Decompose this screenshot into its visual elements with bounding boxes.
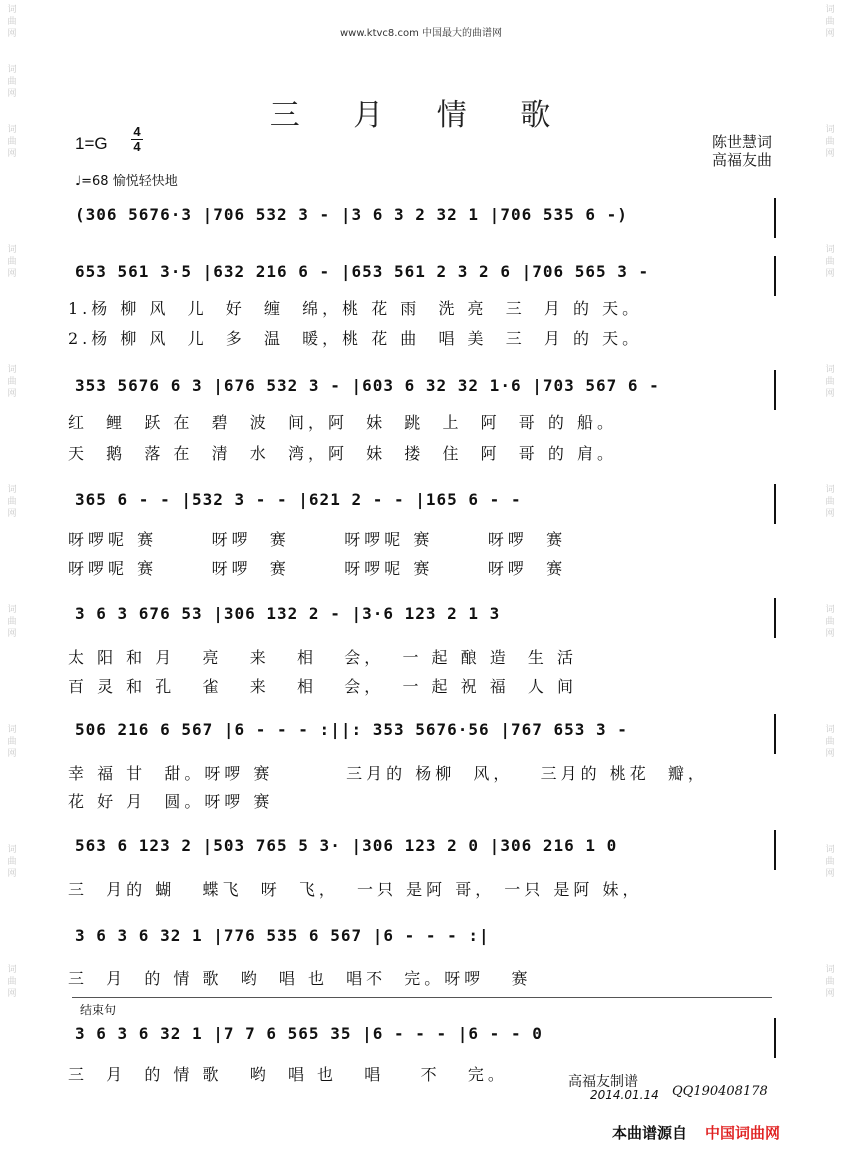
watermark-right: 词 曲 网	[825, 725, 835, 759]
watermark-left: 词 曲 网	[7, 245, 17, 279]
watermark-left: 词 曲 网	[7, 845, 17, 879]
lyric-line: 天 鹅 落 在 清 水 湾，阿 妹 搂 住 阿 哥 的 肩。	[68, 444, 617, 463]
meter-bottom: 4	[133, 139, 141, 154]
music-line: 653 561 3·5 |632 216 6 - |653 561 2 3 2 6 |706 565 3 -	[75, 262, 650, 281]
watermark-right: 词 曲 网	[825, 125, 835, 159]
ending-label: 结束句	[80, 1003, 117, 1017]
music-line: 563 6 123 2 |503 765 5 3· |306 123 2 0 |306 216 1 0	[75, 836, 618, 855]
lyric-line: 太 阳 和 月 亮 来 相 会， 一 起 酿 造 生 活	[68, 648, 577, 667]
end-barline	[774, 484, 776, 524]
watermark-left: 词 曲 网	[7, 605, 17, 639]
lyric-line: 呀啰呢 赛 呀啰 赛 呀啰呢 赛 呀啰 赛	[68, 530, 567, 549]
contact-qq: QQ190408178	[672, 1084, 768, 1099]
watermark-right: 词 曲 网	[825, 965, 835, 999]
music-line: (306 5676·3 |706 532 3 - |3 6 3 2 32 1 |706 535 6 -)	[75, 205, 628, 224]
lyric-line: 三 月的 蝴 蝶飞 呀 飞， 一只 是阿 哥， 一只 是阿 妹，	[68, 880, 643, 899]
watermark-right: 词 曲 网	[825, 245, 835, 279]
lyric-line: 红 鲤 跃 在 碧 波 间，阿 妹 跳 上 阿 哥 的 船。	[68, 413, 617, 432]
music-line: 3 6 3 676 53 |306 132 2 - |3·6 123 2 1 3	[75, 604, 501, 623]
score-date: 2014.01.14	[590, 1088, 659, 1102]
composer: 高福友曲	[711, 151, 772, 169]
music-line: 365 6 - - |532 3 - - |621 2 - - |165 6 - -	[75, 490, 522, 509]
watermark-right: 词 曲 网	[825, 365, 835, 399]
ending-divider	[72, 997, 772, 998]
lyric-line: 1.杨 柳 风 儿 好 缠 绵，桃 花 雨 洗 亮 三 月 的 天。	[68, 299, 643, 318]
end-barline	[774, 198, 776, 238]
watermark-left: 词 曲 网	[7, 365, 17, 399]
watermark-left: 词 曲 网	[7, 65, 17, 99]
page-title: 三 月 情 歌	[269, 98, 573, 133]
music-line: 353 5676 6 3 |676 532 3 - |603 6 32 32 1·6 |703 567 6 -	[75, 376, 660, 395]
watermark-right: 词 曲 网	[825, 845, 835, 879]
lyricist: 陈世慧词	[711, 133, 772, 151]
time-signature	[131, 125, 143, 154]
watermark-left: 词 曲 网	[7, 5, 17, 39]
music-line: 3 6 3 6 32 1 |776 535 6 567 |6 - - - :|	[75, 926, 490, 945]
watermark-right: 词 曲 网	[825, 5, 835, 39]
watermark-left: 词 曲 网	[7, 485, 17, 519]
watermark-left: 词 曲 网	[7, 725, 17, 759]
lyric-line: 花 好 月 圆。呀啰 赛	[68, 792, 274, 811]
watermark-right: 词 曲 网	[825, 485, 835, 519]
source-note	[612, 1122, 780, 1143]
lyric-line: 幸 福 甘 甜。呀啰 赛 三月的 杨柳 风， 三月的 桃花 瓣，	[68, 764, 708, 783]
lyric-line: 2.杨 柳 风 儿 多 温 暖，桃 花 曲 唱 美 三 月 的 天。	[68, 329, 643, 348]
end-barline	[774, 830, 776, 870]
source-site-link[interactable]: 中国词曲网	[705, 1124, 781, 1142]
music-line: 506 216 6 567 |6 - - - :||: 353 5676·56 |767 653 3 -	[75, 720, 628, 739]
music-line: 3 6 3 6 32 1 |7 7 6 565 35 |6 - - - |6 - - 0	[75, 1024, 543, 1043]
watermark-left: 词 曲 网	[7, 965, 17, 999]
lyric-line: 三 月 的 情 歌 哟 唱 也 唱 不 完。	[68, 1065, 508, 1084]
end-barline	[774, 256, 776, 296]
credits	[712, 133, 772, 169]
site-line: www.ktvc8.com 中国最大的曲谱网	[339, 28, 502, 39]
end-barline	[774, 714, 776, 754]
watermark-right: 词 曲 网	[825, 605, 835, 639]
score-maker: 高福友制谱	[568, 1074, 638, 1090]
tempo-marking: ♩=68 愉悦轻快地	[75, 174, 178, 189]
end-barline	[774, 370, 776, 410]
key-signature: 1=G	[75, 134, 108, 153]
watermark-left: 词 曲 网	[7, 125, 17, 159]
end-barline	[774, 1018, 776, 1058]
end-barline	[774, 598, 776, 638]
lyric-line: 百 灵 和 孔 雀 来 相 会， 一 起 祝 福 人 间	[68, 677, 577, 696]
lyric-line: 呀啰呢 赛 呀啰 赛 呀啰呢 赛 呀啰 赛	[68, 559, 567, 578]
source-prefix: 本曲谱源自	[612, 1124, 688, 1142]
meter-top: 4	[133, 124, 141, 139]
lyric-line: 三 月 的 情 歌 哟 唱 也 唱不 完。呀啰 赛	[68, 969, 532, 988]
